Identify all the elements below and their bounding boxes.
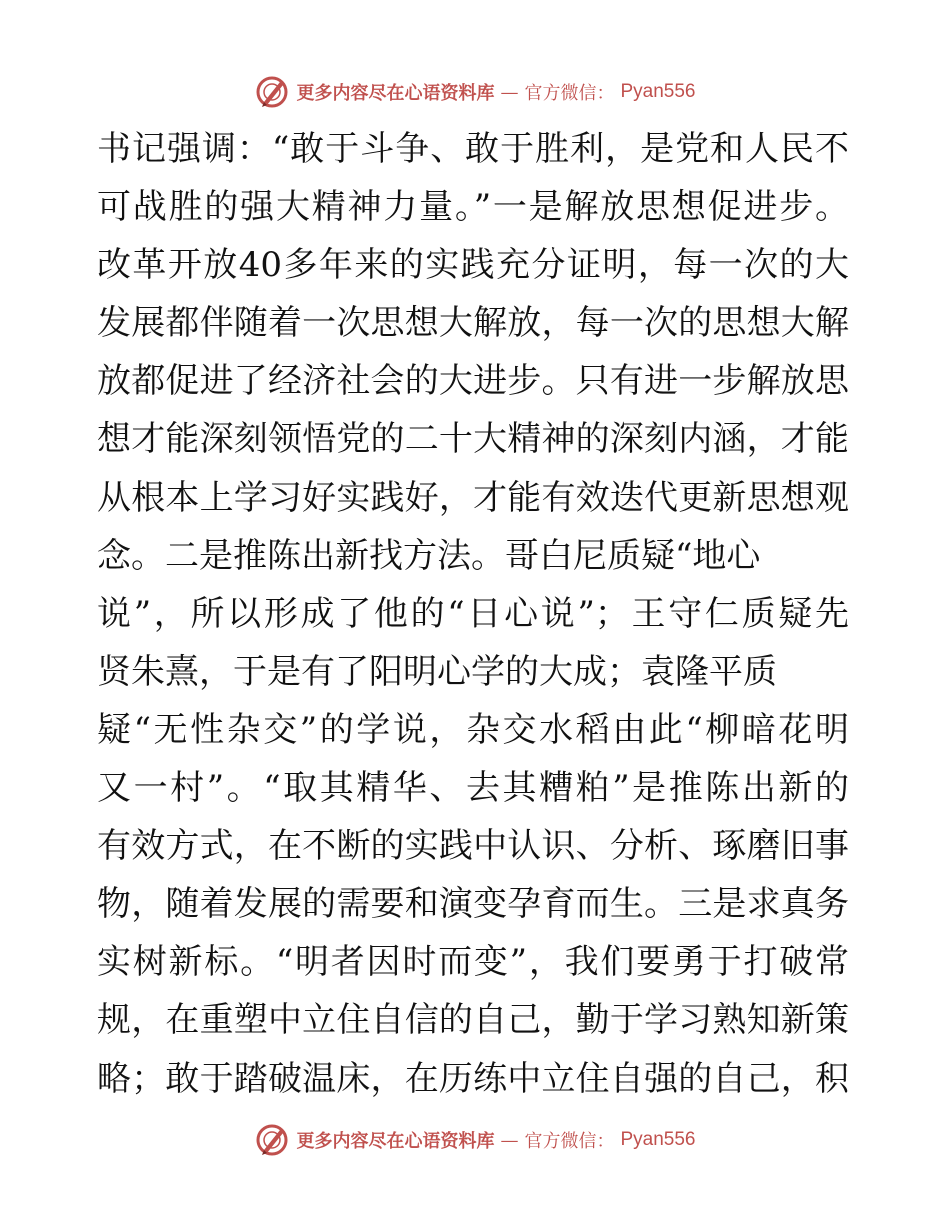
body-line: 物，随着发展的需要和演变孕育而生。三是求真务 bbox=[97, 884, 849, 925]
body-line: 放都促进了经济社会的大进步。只有进一步解放思 bbox=[97, 361, 849, 402]
body-line: 想才能深刻领悟党的二十大精神的深刻内涵，才能 bbox=[97, 419, 849, 460]
body-line: 可战胜的强大精神力量。”一是解放思想促进步。 bbox=[97, 187, 849, 228]
pen-logo-icon bbox=[254, 74, 290, 110]
footer-watermark bbox=[0, 1120, 950, 1160]
body-line: 疑“无性杂交”的学说，杂交水稻由此“柳暗花明 bbox=[97, 709, 849, 750]
body-line: 实树新标。“明者因时而变”，我们要勇于打破常 bbox=[97, 942, 849, 983]
body-line: 从根本上学习好实践好，才能有效迭代更新思想观 bbox=[97, 477, 849, 518]
body-line: 规，在重塑中立住自信的自己，勤于学习熟知新策 bbox=[97, 1000, 849, 1041]
body-line: 略；敢于踏破温床，在历练中立住自强的自己，积 bbox=[97, 1058, 849, 1099]
body-line: 有效方式，在不断的实践中认识、分析、琢磨旧事 bbox=[97, 826, 849, 867]
body-line: 贤朱熹，于是有了阳明心学的大成；袁隆平质 bbox=[97, 651, 777, 692]
document-body bbox=[97, 120, 849, 1108]
watermark-label: 官方微信： bbox=[524, 1131, 615, 1152]
body-line: 发展都伴随着一次思想大解放，每一次的思想大解 bbox=[97, 303, 849, 344]
watermark-separator: — bbox=[500, 81, 519, 103]
header-watermark bbox=[0, 72, 950, 112]
body-line: 又一村”。“取其精华、去其糟粕”是推陈出新的 bbox=[97, 768, 849, 809]
watermark-label: 官方微信： bbox=[524, 83, 615, 104]
body-line: 念。二是推陈出新找方法。哥白尼质疑“地心 bbox=[97, 535, 761, 576]
watermark-id: Pyan556 bbox=[620, 1129, 696, 1150]
watermark-brand: 更多内容尽在心语资料库 bbox=[296, 83, 495, 104]
watermark-separator: — bbox=[500, 1129, 519, 1151]
pen-logo-icon bbox=[254, 1122, 290, 1158]
body-line: 改革开放40多年来的实践充分证明，每一次的大 bbox=[97, 245, 849, 286]
watermark-brand: 更多内容尽在心语资料库 bbox=[296, 1131, 495, 1152]
body-line: 书记强调：“敢于斗争、敢于胜利，是党和人民不 bbox=[97, 129, 849, 169]
body-line: 说”，所以形成了他的“日心说”；王守仁质疑先 bbox=[97, 593, 849, 634]
watermark-id: Pyan556 bbox=[620, 81, 696, 102]
